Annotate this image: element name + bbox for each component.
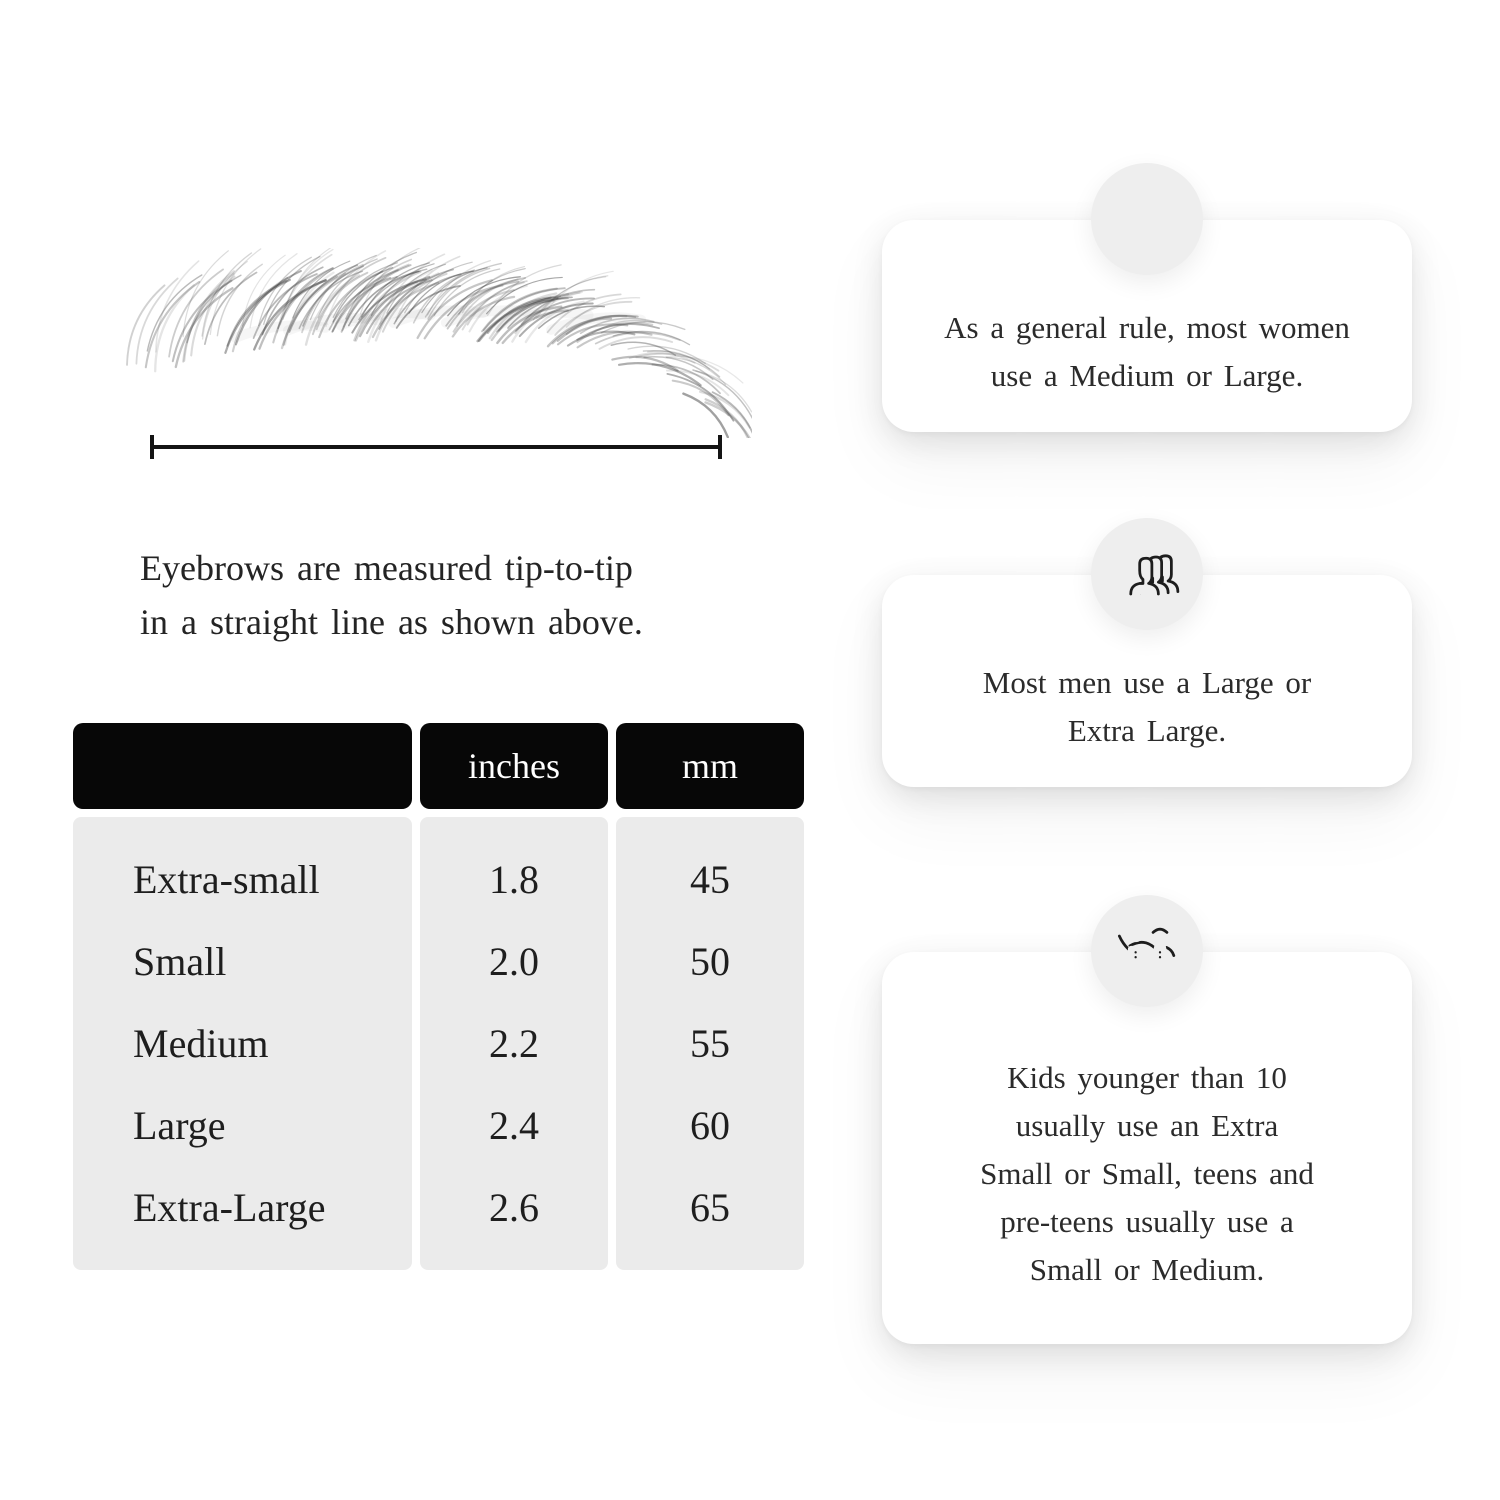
figure-caption [140,541,800,649]
size-column-mm [616,817,804,1270]
card-text-line: use a Medium or Large. [990,358,1304,393]
table-header-mm: mm [616,723,804,809]
size-row-label: Large [133,1102,226,1148]
card-text-line: Kids younger than 10 [1007,1059,1287,1095]
card-text-line: Most men use a Large or [982,664,1312,700]
table-header-inches: inches [420,723,608,809]
card-text [944,304,1350,400]
figure-caption-line: Eyebrows are measured tip-to-tip [140,548,633,588]
icon-badge [1091,163,1203,275]
size-row-inches: 1.8 [489,857,539,903]
card-text-line: pre-teens usually use a [1000,1204,1294,1240]
size-table-body [73,817,804,1270]
size-row-inches: 2.4 [489,1102,539,1148]
size-row-label: Medium [133,1020,269,1066]
icon-badge [1091,895,1203,1007]
size-row-mm: 55 [690,1020,730,1066]
card-text [983,659,1312,755]
table-header-size [73,723,412,809]
size-table [73,723,804,1270]
size-row-label: Extra-small [133,857,320,903]
women-group-icon [1108,187,1186,252]
size-row-label: Small [133,939,227,985]
card-text-line: Small or Medium. [1029,1252,1265,1288]
card-text-line: Extra Large. [1067,713,1227,748]
size-row-mm: 60 [690,1102,730,1148]
men-group-icon [1108,542,1186,607]
card-text-line: usually use an Extra [1015,1107,1279,1143]
size-row-label: Extra-Large [133,1184,326,1230]
kids-icon [1108,919,1186,984]
eyebrow-illustration [112,248,752,438]
size-table-header [73,723,804,809]
figure-caption-line: in a straight line as shown above. [140,602,643,642]
size-row-mm: 65 [690,1184,730,1230]
info-card-men [882,575,1412,787]
size-row-mm: 50 [690,939,730,985]
size-row-inches: 2.2 [489,1020,539,1066]
info-card-women [882,220,1412,432]
size-column-inches [420,817,608,1270]
card-text [980,1054,1314,1294]
size-column-labels [73,817,412,1270]
size-row-inches: 2.6 [489,1184,539,1230]
card-text-line: Small or Small, teens and [980,1155,1314,1191]
measurement-line [150,445,722,449]
size-row-inches: 2.0 [489,939,539,985]
info-card-kids [882,952,1412,1344]
size-row-mm: 45 [690,857,730,903]
icon-badge [1091,518,1203,630]
card-text-line: As a general rule, most women [944,309,1350,345]
